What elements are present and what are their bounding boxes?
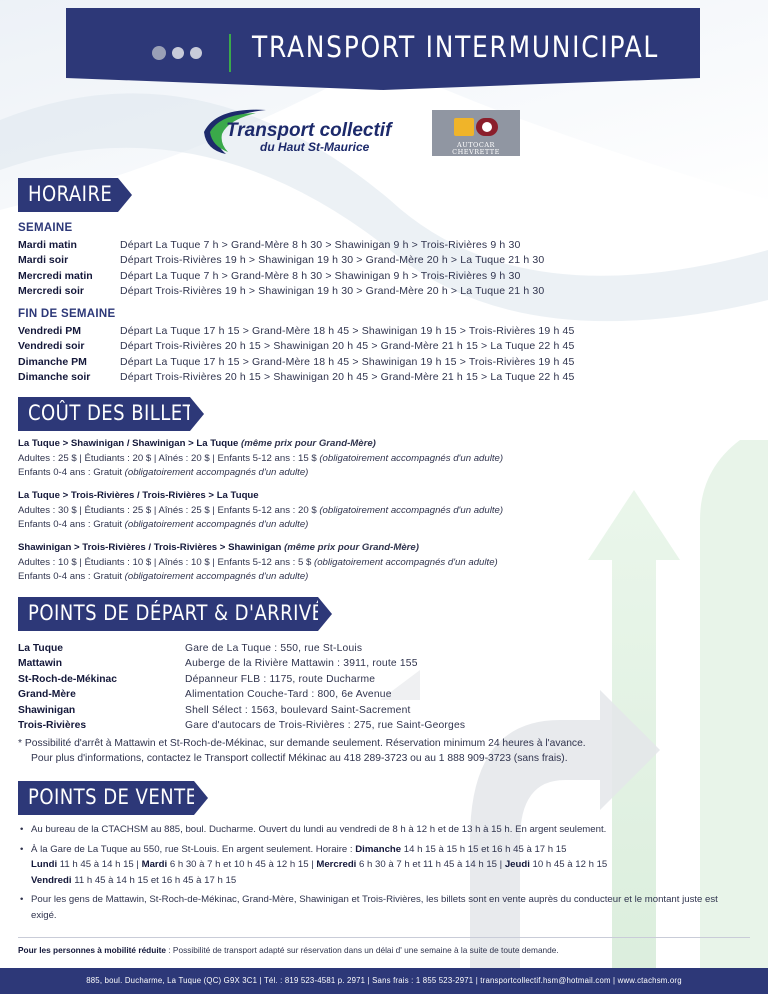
mobility-note: Pour les personnes à mobilité réduite : Possibilité de transport adapté sur réservation dans un délai d' une semaine à la suite de toute demande. xyxy=(18,945,559,955)
banner-dots-icon xyxy=(152,46,202,60)
sales-points-list xyxy=(18,822,718,927)
schedule-row: Mardi soir Départ Trois-Rivières 19 h > Shawinigan 19 h 30 > Grand-Mère 20 h > La Tuque 21 h 30 xyxy=(18,254,545,267)
section-horaire-header: HORAIRE xyxy=(18,178,118,212)
stops-list xyxy=(18,641,465,733)
stop-row: Mattawin Auberge de la Rivière Mattawin : 3911, route 155 xyxy=(18,658,418,670)
section-vente-header: POINTS DE VENTE xyxy=(18,781,194,815)
fin-de-semaine-label: FIN DE SEMAINE xyxy=(18,308,116,320)
semaine-schedule xyxy=(18,238,544,299)
price-block: Shawinigan > Trois-Rivières / Trois-Rivières > Shawinigan (même prix pour Grand-Mère) Adultes : 10 $ | Étudiants : 10 $ | Aînés : 10 $ | Enfants 5-12 ans : 5 $ (obligatoirement accompagnés d'un adulte) Enfants 0-4 ans : Gratuit (obligatoirement accompagnés d'un adulte) xyxy=(18,542,498,582)
bus-icon xyxy=(432,112,520,142)
footer-contact: 885, boul. Ducharme, La Tuque (QC) G9X 3C1 | Tél. : 819 523-4581 p. 2971 | Sans frais : 1 855 523-2971 | transportcollectif.hsm@hotmail.com | www.ctachsm.org xyxy=(86,976,682,985)
transport-collectif-logo xyxy=(196,102,396,162)
schedule-row: Mardi matin Départ La Tuque 7 h > Grand-Mère 8 h 30 > Shawinigan 9 h > Trois-Rivières 9 h 30 xyxy=(18,239,521,251)
schedule-row: Mercredi matin Départ La Tuque 7 h > Grand-Mère 8 h 30 > Shawinigan 9 h > Trois-Rivières 9 h 30 xyxy=(18,269,521,282)
autocar-chevrette-logo xyxy=(432,110,520,156)
logo-title: Transport collectif xyxy=(226,120,392,141)
section-points-header: POINTS DE DÉPART & D'ARRIVÉE xyxy=(18,597,318,631)
list-item: • Au bureau de la CTACHSM au 885, boul. Ducharme. Ouvert du lundi au vendredi de 8 h à 12 h et de 13 h à 15 h. En argent seulement. xyxy=(18,822,718,838)
price-block: La Tuque > Trois-Rivières / Trois-Rivières > La Tuque Adultes : 30 $ | Étudiants : 25 $ | Aînés : 25 $ | Enfants 5-12 ans : 20 $ (obligatoirement accompagnés d'un adulte) Enfants 0-4 ans : Gratuit (obligatoirement accompagnés d'un adulte) xyxy=(18,490,504,530)
stop-row: La Tuque Gare de La Tuque : 550, rue St-Louis xyxy=(18,643,363,654)
schedule-row: Vendredi soir Départ Trois-Rivières 20 h 15 > Shawinigan 20 h 45 > Grand-Mère 21 h 15 > La Tuque 22 h 45 xyxy=(18,340,575,353)
section-cout-header: COÛT DES BILLETS xyxy=(18,397,190,431)
divider xyxy=(18,937,750,938)
semaine-label: SEMAINE xyxy=(18,222,73,234)
top-banner xyxy=(66,8,700,90)
stop-row: Shawinigan Shell Sélect : 1563, boulevard Saint-Sacrement xyxy=(18,704,411,716)
stop-row: St-Roch-de-Mékinac Dépanneur FLB : 1175, route Ducharme xyxy=(18,673,376,685)
footer-bar xyxy=(0,968,768,994)
stop-row: Grand-Mère Alimentation Couche-Tard : 800, 6e Avenue xyxy=(18,689,392,701)
list-item: • Pour les gens de Mattawin, St-Roch-de-Mékinac, Grand-Mère, Shawinigan et Trois-Rivières, les billets sont en vente auprès du conducteur et le montant juste est exigé. xyxy=(18,892,718,923)
schedule-row: Dimanche PM Départ La Tuque 17 h 15 > Grand-Mère 18 h 45 > Shawinigan 19 h 15 > Trois-Rivières 19 h 45 xyxy=(18,355,575,368)
schedule-row: Dimanche soir Départ Trois-Rivières 20 h 15 > Shawinigan 20 h 45 > Grand-Mère 21 h 15 > La Tuque 22 h 45 xyxy=(18,370,575,383)
price-block: La Tuque > Shawinigan / Shawinigan > La Tuque (même prix pour Grand-Mère) Adultes : 25 $ | Étudiants : 20 $ | Aînés : 20 $ | Enfants 5-12 ans : 15 $ (obligatoirement accompagnés d'un adulte) Enfants 0-4 ans : Gratuit (obligatoirement accompagnés d'un adulte) xyxy=(18,438,504,478)
autocar-logo-text: AUTOCAR CHEVRETTE xyxy=(452,141,500,156)
stops-note: * Possibilité d'arrêt à Mattawin et St-Roch-de-Mékinac, sur demande seulement. Réservation minimum 24 heures à l'avance. Pour plus d'informations, contactez le Transport collectif Mékinac au 418 289-3723 ou au 1 888 909-3723 (sans frais). xyxy=(18,738,586,764)
fin-de-semaine-schedule xyxy=(18,324,574,385)
list-item: • À la Gare de La Tuque au 550, rue St-Louis. En argent seulement. Horaire : Dimanche 14 h 15 à 15 h 15 et 16 h 45 à 17 h 15 Lundi 11 h 45 à 14 h 15 | Mardi 6 h 30 à 7 h et 10 h 45 à 12 h 15 | Mercredi 6 h 30 à 7 h et 11 h 45 à 14 h 15 | Jeudi 10 h 45 à 12 h 15 Vendredi 11 h 45 à 14 h 15 et 16 h 45 à 17 h 15 xyxy=(18,842,718,889)
page-title: TRANSPORT INTERMUNICIPAL xyxy=(252,30,660,64)
stop-row: Trois-Rivières Gare d'autocars de Trois-Rivières : 275, rue Saint-Georges xyxy=(18,720,466,732)
schedule-row: Vendredi PM Départ La Tuque 17 h 15 > Grand-Mère 18 h 45 > Shawinigan 19 h 15 > Trois-Rivières 19 h 45 xyxy=(18,325,575,337)
schedule-row: Mercredi soir Départ Trois-Rivières 19 h > Shawinigan 19 h 30 > Grand-Mère 20 h > La Tuque 21 h 30 xyxy=(18,284,545,297)
banner-separator xyxy=(229,34,231,72)
logo-subtitle: du Haut St-Maurice xyxy=(260,140,370,154)
